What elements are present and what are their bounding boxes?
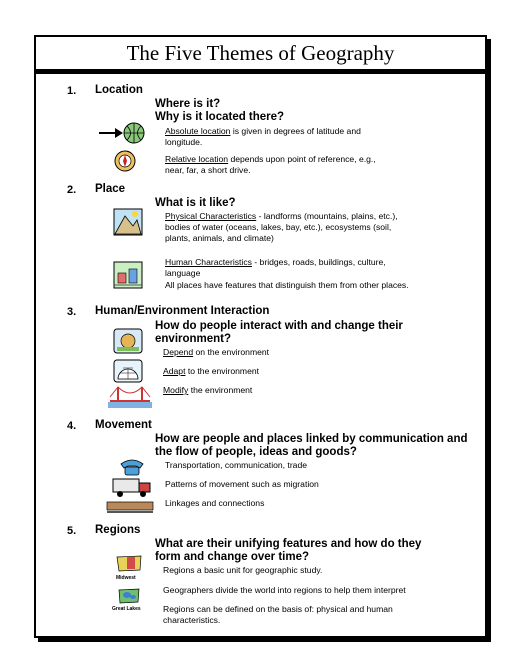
icon-label-great-lakes: Great Lakes xyxy=(112,606,141,612)
theme-heading-interaction: Human/Environment Interaction xyxy=(95,305,270,317)
list-item: Regions a basic unit for geographic study. xyxy=(163,565,323,575)
list-item: Regions can be defined on the basis of: physical and human xyxy=(163,604,393,614)
theme-heading-regions: Regions xyxy=(95,524,141,536)
list-item: Adapt to the environment xyxy=(163,366,260,376)
theme-question: Why is it located there? xyxy=(155,111,285,123)
telephone-icon xyxy=(118,456,146,476)
list-item: Absolute location is given in degrees of latitude and xyxy=(165,126,361,136)
list-item: Depend on the environment xyxy=(163,347,270,357)
list-item-continued: characteristics. xyxy=(163,615,221,625)
list-item-continued: bodies of water (oceans, lakes, bay, etc.), ecosystems (soil, xyxy=(165,222,392,232)
list-item-continued: plants, animals, and climate) xyxy=(165,233,274,243)
theme-heading-location: Location xyxy=(95,84,143,96)
truck-icon xyxy=(112,476,152,498)
theme-number: 4. xyxy=(67,420,77,432)
theme-heading-place: Place xyxy=(95,183,126,195)
theme-heading-movement: Movement xyxy=(95,419,152,431)
list-item: Linkages and connections xyxy=(165,498,265,508)
list-item: Physical Characteristics - landforms (mountains, plains, etc.), xyxy=(165,211,398,221)
theme-question: How are people and places linked by communication and xyxy=(155,433,468,445)
town-icon xyxy=(113,261,143,289)
list-item-continued: longitude. xyxy=(165,137,203,147)
great-lakes-map-icon xyxy=(117,587,141,605)
theme-number: 1. xyxy=(67,85,77,97)
list-item-continued: All places have features that distinguish them from other places. xyxy=(165,280,409,290)
list-item: Geographers divide the world into regions to help them interpret xyxy=(163,585,406,595)
theme-question: How do people interact with and change their xyxy=(155,320,403,332)
list-item: Transportation, communication, trade xyxy=(165,460,308,470)
arrow-globe-icon xyxy=(97,121,147,145)
igloo-icon xyxy=(113,359,143,383)
theme-number: 3. xyxy=(67,306,77,318)
list-item: Human Characteristics - bridges, roads, buildings, culture, xyxy=(165,257,386,267)
list-item-continued: language xyxy=(165,268,201,278)
compass-icon xyxy=(113,149,137,173)
mountains-icon xyxy=(113,208,143,236)
theme-question: form and change over time? xyxy=(155,551,310,563)
midwest-map-icon xyxy=(115,553,143,573)
bridge-icon xyxy=(108,383,152,409)
list-item: Relative location depends upon point of reference, e.g., xyxy=(165,154,376,164)
theme-number: 2. xyxy=(67,184,77,196)
title-banner xyxy=(36,37,485,71)
theme-question: Where is it? xyxy=(155,98,221,110)
list-item: Patterns of movement such as migration xyxy=(165,479,319,489)
page-title: The Five Themes of Geography xyxy=(126,41,395,65)
list-item: Modify the environment xyxy=(163,385,253,395)
theme-question: the flow of people, ideas and goods? xyxy=(155,446,357,458)
train-icon xyxy=(106,497,154,515)
list-item-continued: near, far, a short drive. xyxy=(165,165,251,175)
theme-question: What are their unifying features and how do they xyxy=(155,538,422,550)
farmer-icon xyxy=(113,328,143,354)
theme-number: 5. xyxy=(67,525,77,537)
theme-question: What is it like? xyxy=(155,197,236,209)
theme-question: environment? xyxy=(155,333,232,345)
icon-label-midwest: Midwest xyxy=(116,575,136,581)
